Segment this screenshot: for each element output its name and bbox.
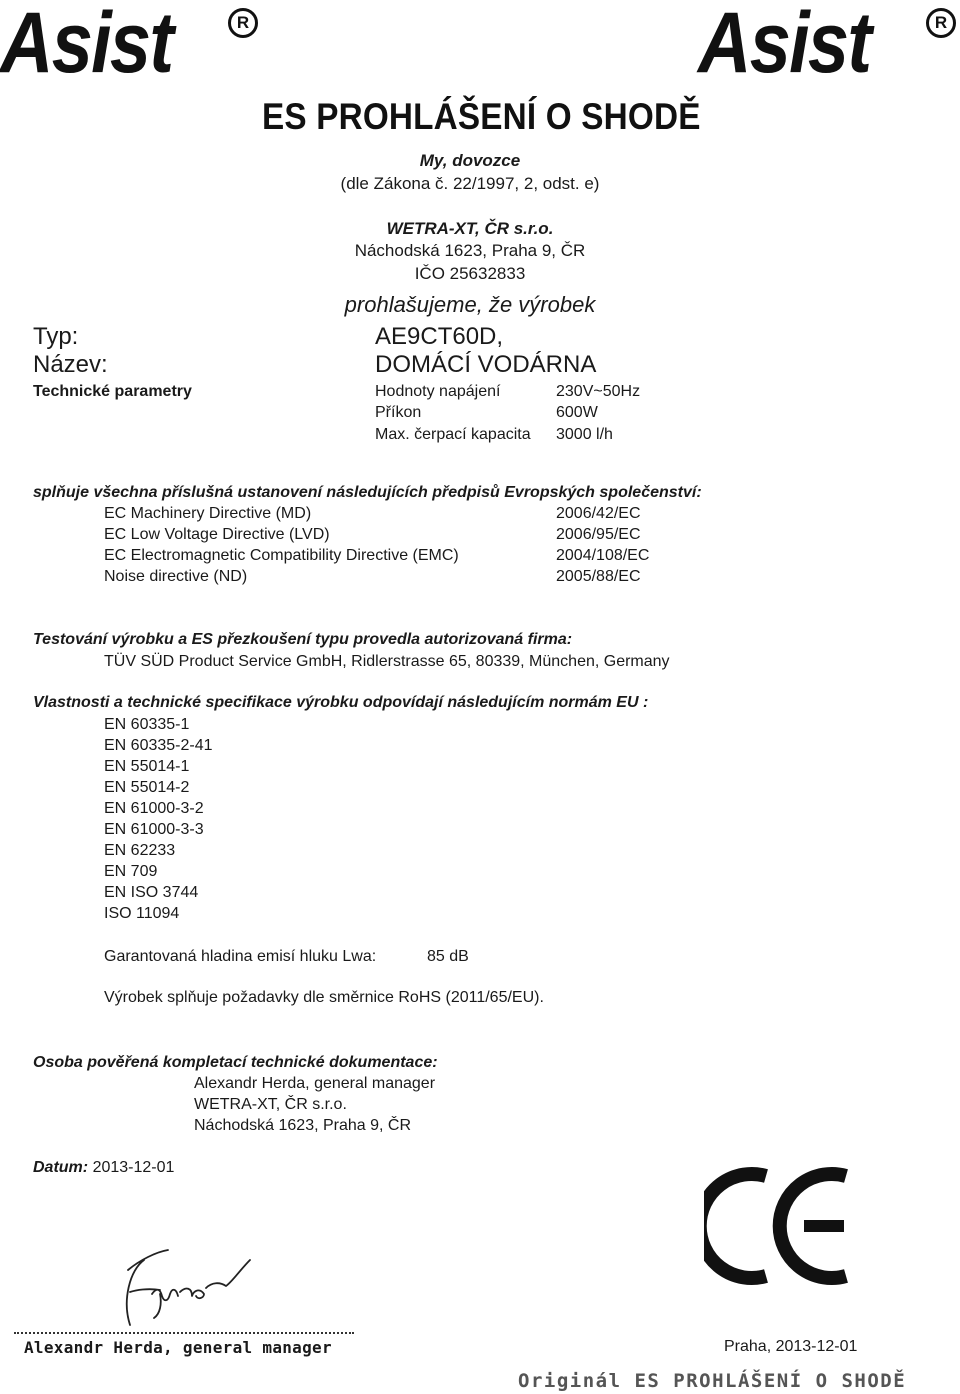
- documentation-line: Náchodská 1623, Praha 9, ČR: [194, 1117, 412, 1134]
- documentation-line: Alexandr Herda, general manager: [194, 1075, 436, 1092]
- directive-code: 2006/42/EC: [556, 505, 641, 522]
- name-value: DOMÁCÍ VODÁRNA: [375, 351, 597, 378]
- original-note: Originál ES PROHLÁŠENÍ O SHODĚ: [518, 1370, 907, 1392]
- norms-heading: Vlastnosti a technické specifikace výrobku odpovídají následujícím normám EU :: [33, 694, 649, 711]
- norms-list: [104, 714, 213, 924]
- registered-mark-right: R: [926, 8, 956, 38]
- signature-line: [14, 1332, 354, 1334]
- testing-heading: Testování výrobku a ES přezkoušení typu provedla autorizovaná firma:: [33, 631, 573, 648]
- name-label: Název:: [33, 351, 108, 378]
- date-row: [33, 1159, 174, 1177]
- registered-mark-left: R: [228, 8, 258, 38]
- place-date: Praha, 2013-12-01: [724, 1338, 858, 1355]
- directive-name: EC Electromagnetic Compatibility Directive (EMC): [104, 547, 459, 564]
- param-value: 3000 l/h: [556, 426, 613, 443]
- type-value: AE9CT60D,: [375, 323, 504, 350]
- directive-code: 2005/88/EC: [556, 568, 641, 585]
- param-row: [375, 404, 421, 422]
- noise-value: 85 dB: [427, 948, 469, 965]
- norm-item: EN ISO 3744: [104, 884, 199, 901]
- declare-text: prohlašujeme, že výrobek: [344, 292, 596, 317]
- param-row: [375, 426, 531, 444]
- norm-item: EN 61000-3-2: [104, 800, 204, 817]
- param-label: Hodnoty napájení: [375, 383, 501, 400]
- logo-left-text: Asist: [0, 0, 173, 91]
- param-label: Příkon: [375, 404, 422, 421]
- importer-company: WETRA-XT, ČR s.r.o.: [386, 219, 554, 238]
- signature-image: [100, 1230, 270, 1330]
- norm-item: EN 61000-3-3: [104, 821, 204, 838]
- importer-address: Náchodská 1623, Praha 9, ČR: [354, 241, 586, 260]
- param-value: 230V~50Hz: [556, 383, 641, 400]
- directive-name: EC Machinery Directive (MD): [104, 505, 312, 522]
- testing-body: TÜV SÜD Product Service GmbH, Ridlerstrasse 65, 80339, München, Germany: [104, 653, 670, 670]
- norm-item: EN 60335-1: [104, 716, 190, 733]
- noise-label: Garantovaná hladina emisí hluku Lwa:: [104, 948, 377, 965]
- norm-item: EN 62233: [104, 842, 176, 859]
- directive-name: EC Low Voltage Directive (LVD): [104, 526, 330, 543]
- param-value: 600W: [556, 404, 598, 421]
- date-label: Datum:: [33, 1159, 89, 1176]
- logo-right: [698, 0, 960, 90]
- logo-right-text: Asist: [698, 0, 871, 91]
- logo-left: [0, 0, 250, 90]
- directives-heading: splňuje všechna příslušná ustanovení následujících předpisů Evropských společenství:: [33, 484, 702, 501]
- importer-heading: My, dovozce: [419, 151, 521, 170]
- norm-item: EN 55014-1: [104, 758, 190, 775]
- norm-item: EN 709: [104, 863, 158, 880]
- norm-item: ISO 11094: [104, 905, 180, 922]
- norm-item: EN 60335-2-41: [104, 737, 213, 754]
- document-title: ES PROHLÁŠENÍ O SHODĚ: [262, 96, 701, 137]
- rohs-statement: Výrobek splňuje požadavky dle směrnice RoHS (2011/65/EU).: [104, 989, 544, 1006]
- signatory-name: Alexandr Herda, general manager: [24, 1338, 332, 1357]
- type-label: Typ:: [33, 323, 79, 350]
- documentation-heading: Osoba pověřená kompletací technické dokumentace:: [33, 1054, 438, 1071]
- directive-name: Noise directive (ND): [104, 568, 248, 585]
- directive-code: 2006/95/EC: [556, 526, 641, 543]
- directive-code: 2004/108/EC: [556, 547, 650, 564]
- params-label: Technické parametry: [33, 383, 192, 400]
- param-label: Max. čerpací kapacita: [375, 426, 531, 443]
- importer-ico: IČO 25632833: [414, 264, 526, 283]
- documentation-line: WETRA-XT, ČR s.r.o.: [194, 1096, 347, 1113]
- date-value: 2013-12-01: [92, 1159, 175, 1176]
- importer-law: (dle Zákona č. 22/1997, 2, odst. e): [340, 174, 600, 193]
- norm-item: EN 55014-2: [104, 779, 190, 796]
- ce-mark-icon: [704, 1166, 864, 1286]
- param-row: [375, 383, 500, 401]
